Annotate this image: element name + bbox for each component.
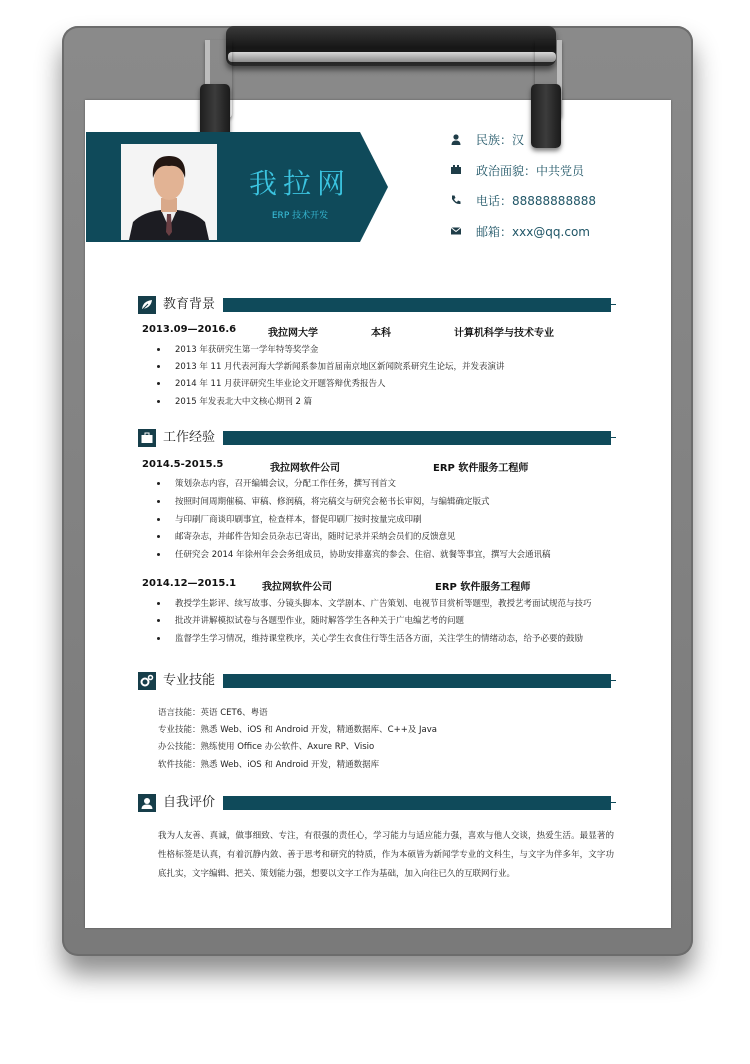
section-skills-header (138, 672, 616, 690)
contact-phone (448, 192, 648, 212)
section-title: 教育背景 (163, 297, 216, 312)
job-period: 2014.5-2015.5 (142, 459, 224, 470)
section-title: 工作经验 (163, 430, 216, 445)
section-title: 专业技能 (163, 673, 216, 688)
contact-text: 邮箱：xxx@qq.com (476, 225, 590, 239)
section-bar (223, 674, 611, 688)
education-icon (138, 296, 156, 314)
contact-ethnicity (448, 131, 648, 151)
edu-period: 2013.09—2016.6 (142, 324, 237, 335)
profile-photo (121, 144, 217, 240)
section-bar-tick (611, 304, 616, 305)
section-title: 自我评价 (163, 795, 216, 810)
contact-email (448, 223, 648, 243)
section-work-header (138, 429, 616, 447)
section-education-header (138, 296, 616, 314)
skill-item: 专业技能：熟悉 Web、iOS 和 Android 开发，精通数据库、C++及 Java (158, 725, 437, 735)
mail-icon (450, 225, 462, 237)
job-role: ERP 技术开发 (271, 211, 329, 221)
job-position: ERP 软件服务工程师 (433, 463, 529, 474)
section-bar (223, 431, 611, 445)
section-bar (223, 298, 611, 312)
person-name: 我拉网 (248, 167, 351, 200)
section-bar-tick (611, 802, 616, 803)
skill-item: 办公技能：熟练使用 Office 办公软件、Axure RP、Visio (158, 742, 375, 752)
briefcase-icon (138, 429, 156, 447)
skill-item: 语言技能：英语 CET6、粤语 (158, 708, 268, 718)
section-self-eval-header (138, 794, 616, 812)
section-bar (223, 796, 611, 810)
gears-icon (138, 672, 156, 690)
edu-school: 我拉网大学 (268, 328, 318, 339)
person-icon (450, 133, 462, 145)
job-company: 我拉网软件公司 (262, 582, 332, 593)
contact-political (448, 162, 648, 182)
edu-degree: 本科 (371, 328, 391, 339)
job-position: ERP 软件服务工程师 (435, 582, 531, 593)
job-company: 我拉网软件公司 (270, 463, 340, 474)
edu-major: 计算机科学与技术专业 (454, 328, 554, 339)
job-period: 2014.12—2015.1 (142, 578, 237, 589)
clip-rail (228, 52, 556, 62)
contact-text: 政治面貌：中共党员 (476, 164, 585, 178)
contact-text: 民族：汉 (476, 133, 525, 147)
flag-icon (450, 164, 462, 176)
section-bar-tick (611, 680, 616, 681)
self-eval-paragraph: 我为人友善、真诚，做事细致、专注，有很强的责任心，学习能力与适应能力强，喜欢与他人交谈，热爱生活。最显著的性格标签是认真，有着沉静内敛、善于思考和研究的特质，作为本硕皆为新闻学专业的文科生，与文字为伴多年，文字功底扎实，文字编辑、把关、策划能力强，想要以文字工作为基础，加入向往已久的互联网行业。 (158, 831, 614, 879)
user-badge-icon (138, 794, 156, 812)
skill-item: 软件技能：熟悉 Web、iOS 和 Android 开发，精通数据库 (158, 760, 380, 770)
section-bar-tick (611, 437, 616, 438)
phone-icon (450, 194, 462, 206)
contact-text: 电话：88888888888 (476, 194, 596, 208)
